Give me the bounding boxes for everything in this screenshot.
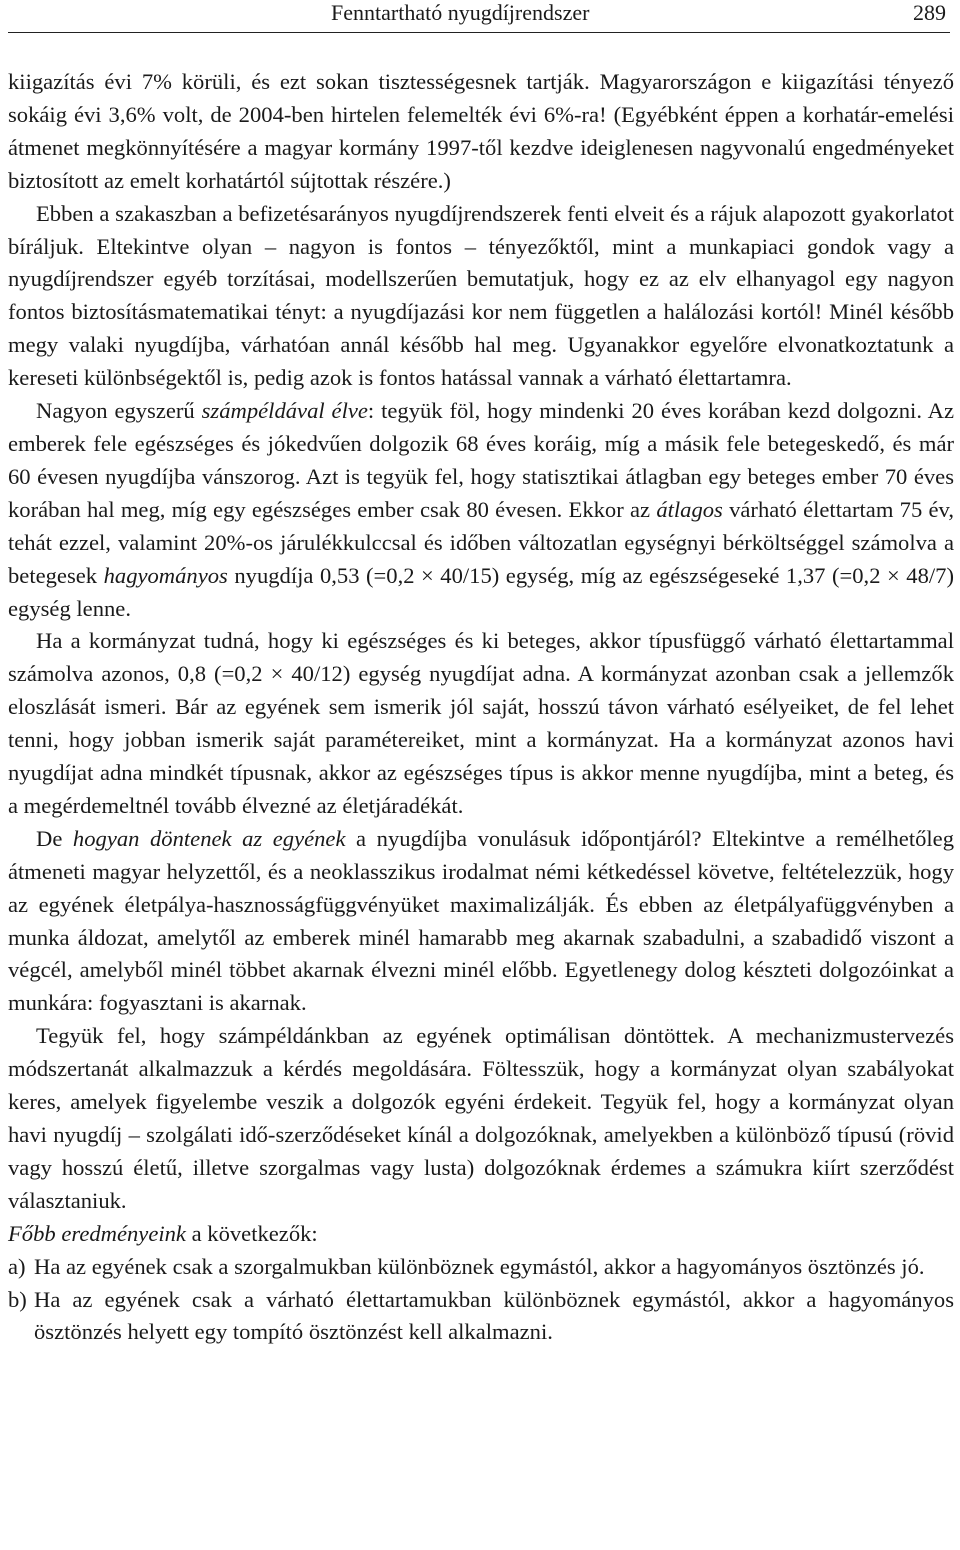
result-item: [8, 1284, 954, 1350]
emphasized-text: számpéldával élve: [201, 398, 368, 424]
paragraph-government-knowledge: [8, 625, 954, 822]
paragraph-numeric-example: [8, 395, 954, 625]
page-number: 289: [913, 0, 946, 25]
emphasized-text: átlagos: [656, 496, 723, 522]
text-run: Nagyon egyszerű: [36, 398, 202, 424]
text-run: De: [36, 825, 73, 851]
text-run: Ebben a szakaszban a befizetésarányos nyugdíjrendszerek fenti elveit és a rájuk alapozott gyakorlatot bíráljuk. Eltekintve olyan – nagyon is fontos – tényezőktől, mint a munkapiaci gondok vagy a nyugdíjrendszer egyéb torzításai, modellszerűen bemutatjuk, hogy ez az elv elhanyagol egy nagyon fontos biztosításmatematikai tényt: a nyugdíjazási kor nem független a halálozási kortól! Minél később megy valaki nyugdíjba, várhatóan annál később hal meg. Ugyanakkor egyelőre elvonatkoztatunk a kereseti különbségektől is, pedig azok is fontos hatással vannak a várható élettartamra.: [8, 200, 954, 391]
text-run: a nyugdíjba vonulásuk időpontjáról? Eltekintve a remélhetőleg átmeneti magyar helyzettől, és a neoklasszikus irodalmat némi kétkedéssel követve, feltételezzük, hogy az egyének életpálya-hasznosságfüggvényüket maximalizálják. És ebben az életpályafüggvényben a munka áldozat, amelytől az emberek minél hamarabb meg akarnak szabadulni, a szabadidő viszont a végcél, amelyből minél többet akarnak élvezni minél előbb. Egyetlenegy dolog készteti dolgozóinkat a munkára: fogyasztani is akarnak.: [8, 825, 954, 1016]
result-text: Ha az egyének csak a várható élettartamukban különböznek egymástól, akkor a hagyományos ösztönzés helyett egy tompító ösztönzést kell alkalmazni.: [34, 1286, 954, 1345]
paragraph-continuation: [8, 66, 954, 198]
text-run: : tegyük föl, hogy mindenki 20 éves korában kezd dolgozni. Az emberek fele egészséges és jókedvűen dolgozik 68 éves koráig, míg a másik fele betegeskedő, és már 60 évesen nyugdíjba vánszorog. Azt is tegyük fel, hogy statisztikai átlagban egy beteges ember 70 éves korában hal meg, míg egy egészséges ember csak 80 évesen. Ekkor az: [8, 398, 954, 522]
emphasized-text: Főbb eredményeink: [8, 1220, 186, 1246]
paragraph-individual-decisions: [8, 823, 954, 1020]
result-marker: b): [8, 1286, 27, 1312]
emphasized-text: hogyan döntenek az egyének: [72, 825, 346, 851]
text-run: Tegyük fel, hogy számpéldánkban az egyének optimálisan döntöttek. A mechanizmustervezés módszertanát alkalmazzuk a kérdés megoldására. Föltesszük, hogy a kormányzat olyan szabályokat keres, amelyek figyelembe veszik a dolgozók egyéni érdekeit. Tegyük fel, hogy a kormányzat olyan havi nyugdíj – szolgálati idő-szerződéseket kínál a dolgozóknak, amelyekben a különböző típusú (rövid vagy hosszú életű, illetve szorgalmas vagy lusta) dolgozóknak érdemes a számukra kiírt szerződést választaniuk.: [8, 1023, 954, 1213]
emphasized-text: hagyományos: [103, 562, 228, 588]
paragraph-critique: [8, 198, 954, 395]
paragraph-mechanism-design: [8, 1020, 954, 1217]
results-intro: [8, 1218, 954, 1251]
results-list: [8, 1251, 954, 1350]
running-title: Fenntartható nyugdíjrendszer: [331, 0, 590, 25]
text-run: a következők:: [185, 1220, 318, 1246]
text-run: Ha a kormányzat tudná, hogy ki egészséges és ki beteges, akkor típusfüggő várható élettartammal számolva azonos, 0,8 (=0,2 × 40/12) egység nyugdíjat adna. A kormányzat azonban csak a jellemzők eloszlását ismeri. Bár az egyének sem ismerik jól saját, hosszú távon várható esélyeiket, de fel lehet tenni, hogy jobban ismerik saját paramétereiket, mint a kormányzat. Ha a kormányzat azonos havi nyugdíjat adna mindkét típusnak, akkor az egészséges típus is akkor menne nyugdíjba, mint a beteg, és a megérdemeltnél tovább élvezné az életjáradékát.: [8, 628, 954, 818]
text-run: nyugdíja 0,53 (=0,2 × 40/15) egység, míg az egészségeseké 1,37 (=0,2 × 48/7) egység lenne.: [8, 562, 954, 621]
body-text: [8, 66, 954, 1349]
result-text: Ha az egyének csak a szorgalmukban különböznek egymástól, akkor a hagyományos ösztönzés jó.: [34, 1253, 925, 1279]
result-item: [8, 1251, 954, 1284]
text-run: várható élettartam 75 év, tehát ezzel, valamint 20%-os járulékkulccsal és időben változatlan egységnyi bérköltséggel számolva a betegesek: [8, 496, 954, 588]
running-header: [8, 0, 950, 33]
result-marker: a): [8, 1253, 26, 1279]
text-run: kiigazítás évi 7% körüli, és ezt sokan tisztességesnek tartják. Magyarországon e kiigazítási tényező sokáig évi 3,6% volt, de 2004-ben hirtelen felemelték évi 6%-ra! (Egyébként éppen a korhatár-emelési átmenet megkönnyítésére a magyar kormány 1997-től kezdve ideiglenesen nagyvonalú engedményeket biztosított az emelt korhatártól sújtottak részére.): [8, 69, 954, 193]
